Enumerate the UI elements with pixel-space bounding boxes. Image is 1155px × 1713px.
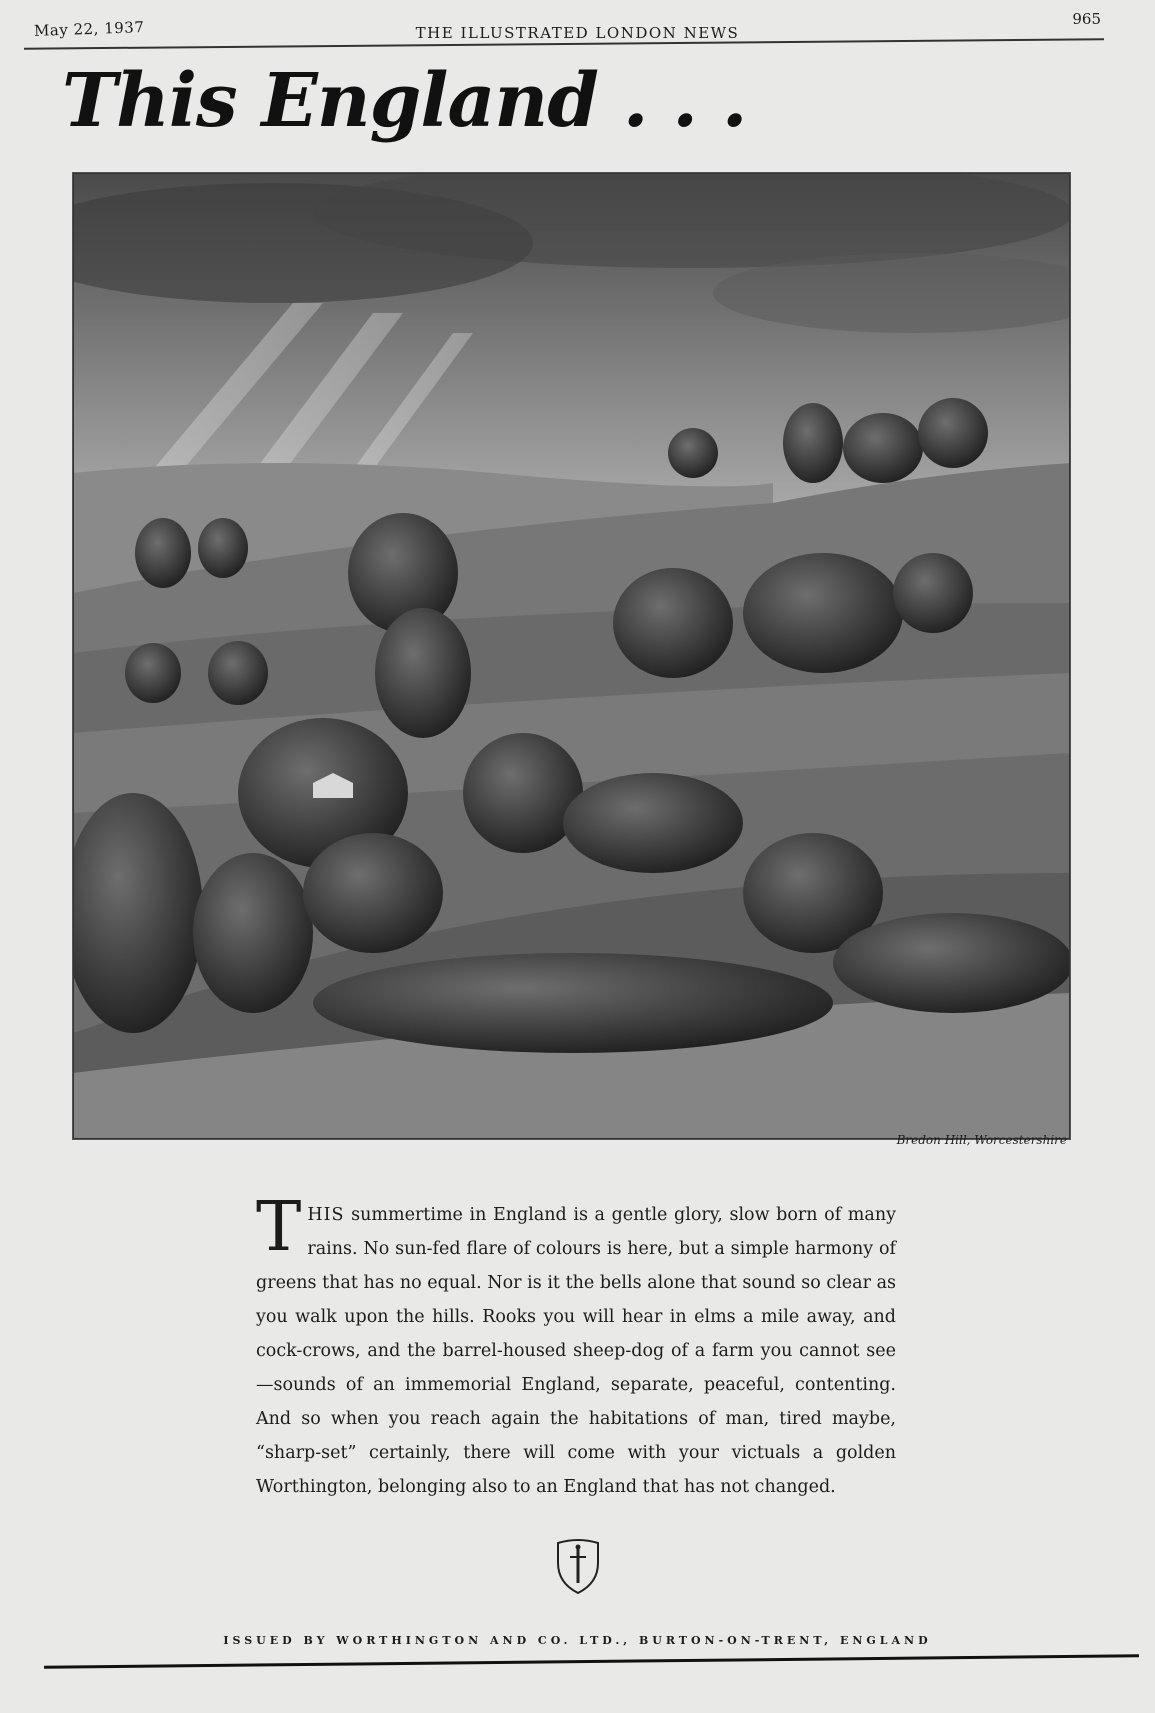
header-page-number: 965 (1072, 10, 1101, 28)
landscape-photo (72, 172, 1071, 1140)
article-text: summertime in England is a gentle glory, slow born of many rains. No sun-fed flare of colours is here, but a simple harmony of greens that has no equal. Nor is it the bells alone that sound so clear as you walk upon the hills. Rooks you will hear in elms a mile away, and cock-crows, and the barrel-housed sheep-dog of a farm you cannot see—sounds of an immemorial England, separate, peaceful, contenting. And so when you reach again the habitations of man, tired maybe, “sharp-set” certainly, there will come with your victuals a golden Worthington, belonging also to an England that has not changed. (256, 1205, 896, 1497)
dropcap: T (256, 1188, 302, 1267)
headline: This England . . . (62, 58, 747, 144)
header-date: May 22, 1937 (33, 18, 145, 40)
footer-issuer: ISSUED BY WORTHINGTON AND CO. LTD., BURTON-ON-TRENT, ENGLAND (223, 1634, 932, 1647)
header-publication: THE ILLUSTRATED LONDON NEWS (415, 24, 740, 42)
worthington-shield-icon (553, 1537, 603, 1595)
photo-caption: Bredon Hill, Worcestershire (896, 1133, 1067, 1147)
footer-rule (44, 1654, 1139, 1668)
article-lead-word: HIS (307, 1205, 345, 1225)
article-body (256, 1188, 896, 1504)
